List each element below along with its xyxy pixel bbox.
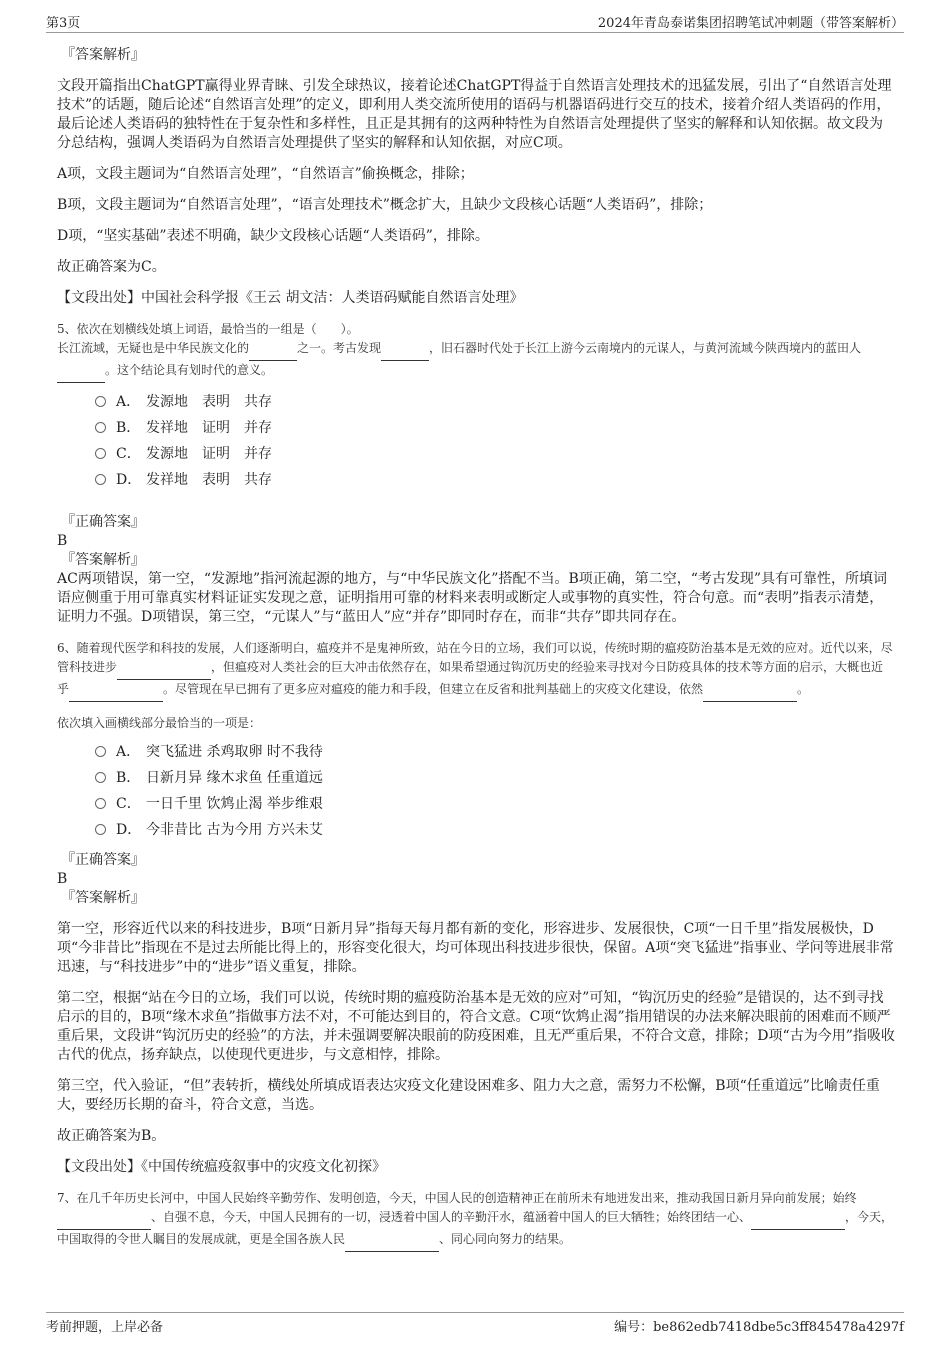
q6-conclusion: 故正确答案为B。 bbox=[57, 1128, 166, 1144]
radio-icon[interactable] bbox=[95, 746, 106, 757]
q6-analysis-p2: 第二空，根据“站在今日的立场，我们可以说，传统时期的瘟疫防治基本是无效的应对”可知，“钩沉历史的经验”是错误的，达不到寻找启示的目的，B项“缘木求鱼”指做事方法不对，不可能达到目的，符合文意。C项“饮鸩止渴”指用错误的办法来解决眼前的困难而不顾严重后果，文段讲“钩沉历史的经验”的方法，并未强调要解决眼前的防疫困难，且无严重后果，不符合文意，排除；D项“古为今用”指吸收古代的优点，扬弃缺点，以使现代更进步，与文意相悖，排除。 bbox=[57, 990, 895, 1063]
radio-icon[interactable] bbox=[95, 422, 106, 433]
q4-source: 【文段出处】中国社会科学报《王云 胡文洁：人类语码赋能自然语言处理》 bbox=[57, 290, 524, 306]
q4-option-a-analysis: A项，文段主题词为“自然语言处理”，“自然语言”偷换概念，排除； bbox=[57, 166, 474, 182]
q7-blank-2 bbox=[751, 1210, 845, 1230]
q7-blank-1 bbox=[57, 1210, 151, 1230]
q6-analysis-p3: 第三空，代入验证，“但”表转折，横线处所填成语表达灾疫文化建设困难多、阻力大之意，需努力不松懈，B项“任重道远”比喻责任重大，要经历长期的奋斗，符合文意，当选。 bbox=[57, 1078, 880, 1113]
radio-icon[interactable] bbox=[95, 798, 106, 809]
q5-answer-title: 『正确答案』 bbox=[61, 514, 145, 530]
page-footer bbox=[46, 1312, 904, 1335]
q6-blank-3 bbox=[703, 682, 797, 702]
footer-slogan: 考前押题，上岸必备 bbox=[46, 1320, 164, 1335]
q5-option-a[interactable]: A． 发源地 表明 共存 bbox=[95, 389, 895, 415]
q6-answer-title: 『正确答案』 bbox=[61, 852, 145, 868]
radio-icon[interactable] bbox=[95, 396, 106, 407]
q4-option-d-analysis: D项，“坚实基础”表述不明确，缺少文段核心话题“人类语码”，排除。 bbox=[57, 228, 489, 244]
q6-options bbox=[95, 739, 895, 843]
q6-option-a[interactable]: A． 突飞猛进 杀鸡取卵 时不我待 bbox=[95, 739, 895, 765]
q5-options bbox=[95, 389, 895, 493]
q6-analysis-title: 『答案解析』 bbox=[61, 890, 145, 906]
q6-analysis-p1: 第一空，形容近代以来的科技进步，B项“日新月异”指每天每月都有新的变化，形容进步、发展很快，C项“一日千里”指发展极快，D项“今非昔比”指现在不是过去所能比得上的，形容变化很大，均可体现出科技进步很快，保留。A项“突飞猛进”指事业、学问等进展非常迅速，与“科技进步”中的“进步”语义重复，排除。 bbox=[57, 921, 894, 975]
q4-option-b-analysis: B项，文段主题词为“自然语言处理”，“语言处理技术”概念扩大，且缺少文段核心话题“人类语码”，排除； bbox=[57, 197, 713, 213]
q7-blank-3 bbox=[345, 1232, 439, 1252]
q4-analysis-title: 『答案解析』 bbox=[61, 47, 145, 63]
q5-blank-3 bbox=[57, 363, 105, 383]
page-number: 第3页 bbox=[46, 16, 81, 31]
q4-analysis-para: 文段开篇指出ChatGPT赢得业界青睐、引发全球热议，接着论述ChatGPT得益于自然语言处理技术的迅猛发展，引出了“自然语言处理技术”的话题，随后论述“自然语言处理”的定义，即利用人类交流所使用的语码与机器语码进行交互的技术，接着介绍人类语码的作用，最后论述人类语码的独特性在于复杂性和多样性，且正是其拥有的这两种特性为自然语言处理提供了坚实的解释和认知依据。故文段为分总结构，强调人类语码为自然语言处理提供了坚实的解释和认知依据，对应C项。 bbox=[57, 78, 892, 151]
document-id: 编号：be862edb7418dbe5c3ff845478a4297f bbox=[614, 1320, 904, 1335]
radio-icon[interactable] bbox=[95, 772, 106, 783]
main-content bbox=[57, 46, 895, 1252]
q6-answer: B bbox=[57, 871, 68, 887]
q5-analysis-title: 『答案解析』 bbox=[61, 552, 145, 568]
q4-conclusion: 故正确答案为C。 bbox=[57, 259, 166, 275]
q6-text: 6、随着现代医学和科技的发展，人们逐渐明白，瘟疫并不是鬼神所致，站在今日的立场，我们可以说，传统时期的瘟疫防治基本是无效的应对。近代以来，尽管科技进步 ，但瘟疫对人类社会的巨大冲击依然存在，如果希望通过钩沉历史的经验来寻找对今日防疫具体的技术等方面的启示，大概也近乎 。尽管现在早已拥有了更多应对瘟疫的能力和手段，但建立在反省和批判基础上的灾疫文化建设，依然 。 bbox=[57, 639, 895, 702]
q5-option-c[interactable]: C． 发源地 证明 并存 bbox=[95, 441, 895, 467]
q5-blank-1 bbox=[249, 341, 297, 361]
radio-icon[interactable] bbox=[95, 448, 106, 459]
q5-text: 长江流域，无疑也是中华民族文化的 之一。考古发现 ，旧石器时代处于长江上游今云南境内的元谋人，与黄河流域今陕西境内的蓝田人。这个结论具有划时代的意义。 bbox=[57, 339, 895, 383]
q6-blank-2 bbox=[69, 682, 163, 702]
document-title: 2024年青岛泰诺集团招聘笔试冲刺题（带答案解析） bbox=[597, 16, 904, 31]
q6-source: 【文段出处】《中国传统瘟疫叙事中的灾疫文化初探》 bbox=[57, 1159, 386, 1175]
q6-blank-1 bbox=[117, 660, 211, 680]
q5-blank-2 bbox=[381, 341, 429, 361]
q5-option-d[interactable]: D． 发祥地 表明 共存 bbox=[95, 467, 895, 493]
q6-prompt: 依次填入画横线部分最恰当的一项是： bbox=[57, 716, 262, 730]
q5-stem: 5、依次在划横线处填上词语，最恰当的一组是（ ）。 bbox=[57, 322, 359, 336]
page-header bbox=[46, 12, 904, 33]
radio-icon[interactable] bbox=[95, 474, 106, 485]
q6-option-d[interactable]: D． 今非昔比 古为今用 方兴未艾 bbox=[95, 817, 895, 843]
q5-analysis: AC两项错误，第一空，“发源地”指河流起源的地方，与“中华民族文化”搭配不当。B项正确，第二空，“考古发现”具有可靠性，所填词语应侧重于用可靠真实材料证证实发现之意，证明指用可靠的材料来表明或断定人或事物的真实性，符合句意。而“表明”指表示清楚，证明力不强。D项错误，第三空，“元谋人”与“蓝田人”应“并存”即同时存在，而非“共存”即共同存在。 bbox=[57, 571, 888, 625]
radio-icon[interactable] bbox=[95, 824, 106, 835]
q5-option-b[interactable]: B． 发祥地 证明 并存 bbox=[95, 415, 895, 441]
q6-option-c[interactable]: C． 一日千里 饮鸩止渴 举步维艰 bbox=[95, 791, 895, 817]
q7-text: 7、在几千年历史长河中，中国人民始终辛勤劳作、发明创造，今天，中国人民的创造精神正在前所未有地迸发出来，推动我国日新月异向前发展；始终、自强不息，今天，中国人民拥有的一切，浸透着中国人的辛勤汗水，蕴涵着中国人的巨大牺牲；始终团结一心、 ，今天，中国取得的令世人瞩目的发展成就，更是全国各族人民 、同心同向努力的结果。 bbox=[57, 1189, 895, 1252]
q5-answer: B bbox=[57, 533, 68, 549]
q6-option-b[interactable]: B． 日新月异 缘木求鱼 任重道远 bbox=[95, 765, 895, 791]
